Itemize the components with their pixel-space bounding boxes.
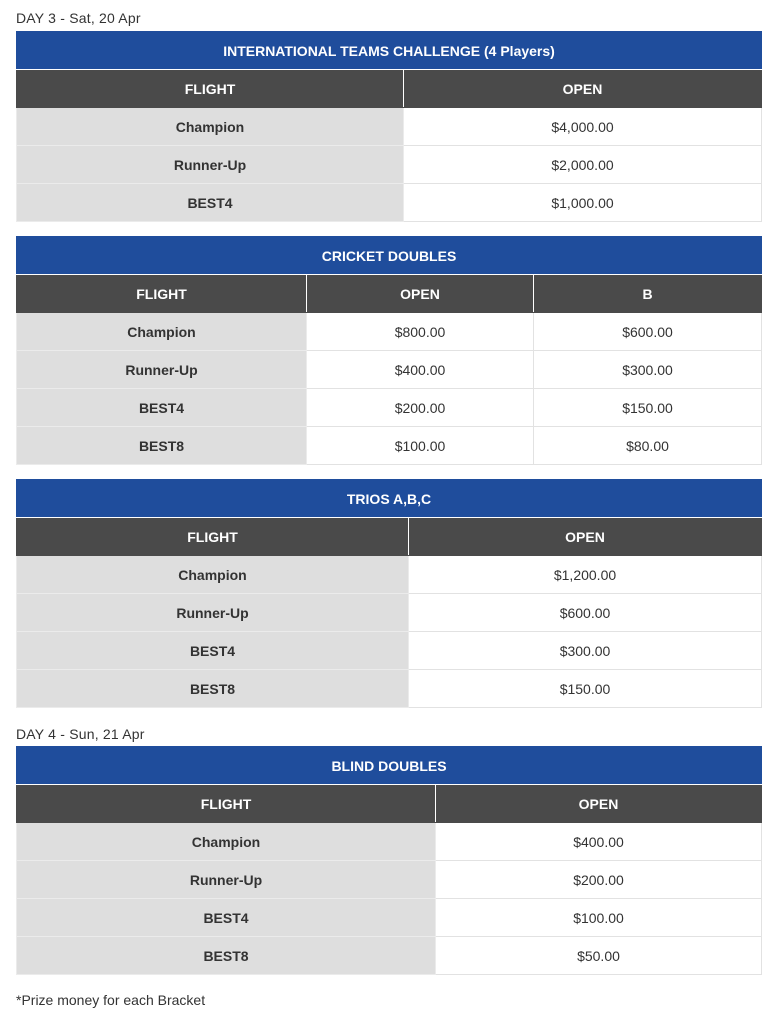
column-header-open: OPEN <box>436 785 762 823</box>
teams-challenge-table <box>16 31 762 222</box>
table-row <box>17 899 762 937</box>
prize-cell: $200.00 <box>307 389 534 427</box>
flight-cell: BEST8 <box>17 670 409 708</box>
table-title: TRIOS A,B,C <box>17 480 762 518</box>
prize-cell: $600.00 <box>534 313 762 351</box>
table-row <box>17 632 762 670</box>
prize-cell: $300.00 <box>534 351 762 389</box>
flight-cell: BEST8 <box>17 427 307 465</box>
table-title: INTERNATIONAL TEAMS CHALLENGE (4 Players) <box>17 32 762 70</box>
table-row <box>17 184 762 222</box>
column-header-open: OPEN <box>307 275 534 313</box>
prize-cell: $100.00 <box>436 899 762 937</box>
flight-cell: BEST4 <box>17 899 436 937</box>
flight-cell: Runner-Up <box>17 146 404 184</box>
flight-cell: BEST4 <box>17 389 307 427</box>
column-header-open: OPEN <box>404 70 762 108</box>
prize-cell: $150.00 <box>534 389 762 427</box>
column-header-b: B <box>534 275 762 313</box>
flight-cell: Champion <box>17 313 307 351</box>
table-row <box>17 427 762 465</box>
column-header-flight: FLIGHT <box>17 518 409 556</box>
table-row <box>17 146 762 184</box>
flight-cell: BEST4 <box>17 632 409 670</box>
flight-cell: Runner-Up <box>17 351 307 389</box>
flight-cell: Champion <box>17 556 409 594</box>
column-header-flight: FLIGHT <box>17 785 436 823</box>
column-header-flight: FLIGHT <box>17 275 307 313</box>
table-row <box>17 861 762 899</box>
prize-cell: $1,000.00 <box>404 184 762 222</box>
table-row <box>17 389 762 427</box>
table-row <box>17 351 762 389</box>
table-row <box>17 823 762 861</box>
table-title: BLIND DOUBLES <box>17 747 762 785</box>
prize-cell: $80.00 <box>534 427 762 465</box>
prize-cell: $400.00 <box>307 351 534 389</box>
day4-label: DAY 4 - Sun, 21 Apr <box>16 726 145 742</box>
flight-cell: BEST8 <box>17 937 436 975</box>
table-row <box>17 594 762 632</box>
column-header-flight: FLIGHT <box>17 70 404 108</box>
table-row <box>17 108 762 146</box>
flight-cell: Runner-Up <box>17 594 409 632</box>
prize-cell: $100.00 <box>307 427 534 465</box>
prize-cell: $1,200.00 <box>409 556 762 594</box>
flight-cell: Champion <box>17 108 404 146</box>
table-row <box>17 313 762 351</box>
table-row <box>17 556 762 594</box>
prize-cell: $4,000.00 <box>404 108 762 146</box>
prize-cell: $300.00 <box>409 632 762 670</box>
table-title: CRICKET DOUBLES <box>17 237 762 275</box>
prize-cell: $2,000.00 <box>404 146 762 184</box>
blind-doubles-table <box>16 746 762 975</box>
prize-cell: $150.00 <box>409 670 762 708</box>
prize-footnote: *Prize money for each Bracket <box>16 992 206 1008</box>
prize-cell: $200.00 <box>436 861 762 899</box>
column-header-open: OPEN <box>409 518 762 556</box>
table-row <box>17 937 762 975</box>
prize-cell: $600.00 <box>409 594 762 632</box>
day3-label: DAY 3 - Sat, 20 Apr <box>16 10 141 26</box>
table-row <box>17 670 762 708</box>
flight-cell: Runner-Up <box>17 861 436 899</box>
cricket-doubles-table <box>16 236 762 465</box>
flight-cell: BEST4 <box>17 184 404 222</box>
prize-cell: $50.00 <box>436 937 762 975</box>
prize-cell: $400.00 <box>436 823 762 861</box>
prize-cell: $800.00 <box>307 313 534 351</box>
trios-table <box>16 479 762 708</box>
flight-cell: Champion <box>17 823 436 861</box>
